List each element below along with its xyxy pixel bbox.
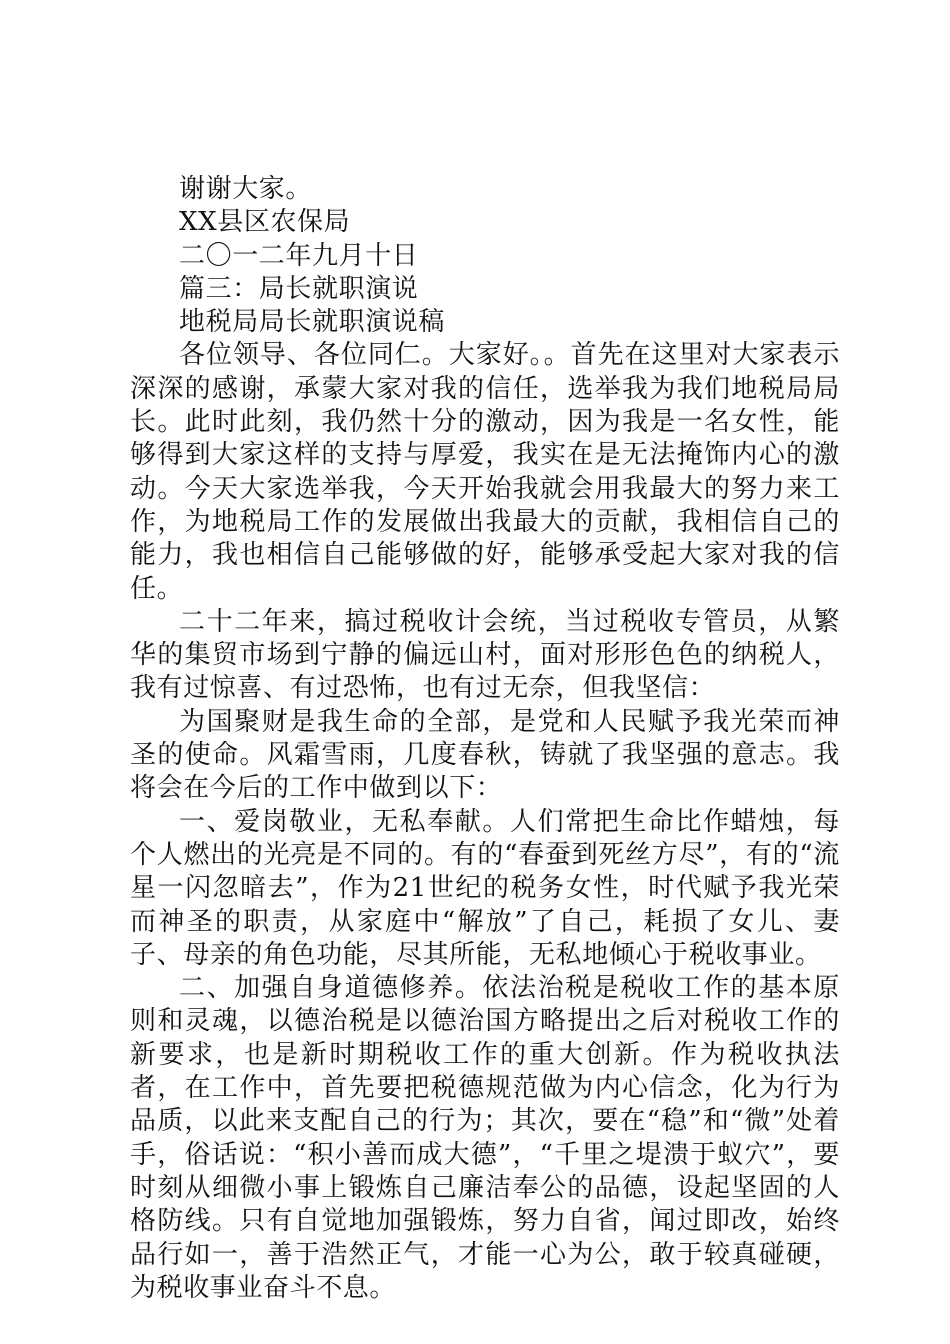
speech-title: 地税局局长就职演说稿 <box>179 307 446 338</box>
section-heading: 篇三：局长就职演说 <box>179 273 419 304</box>
closing-organization: XX县区农保局 <box>179 207 351 238</box>
closing-date: 二〇一二年九月十日 <box>179 240 419 271</box>
paragraph-greeting: 各位领导、各位同仁。大家好。。首先在这里对大家表示深深的感谢，承蒙大家对我的信任，选举我为我们地税局局长。此时此刻，我仍然十分的激动，因为我是一名女性，能够得到大家这样的支持与厚爱，我实在是无法掩饰内心的激动。今天大家选举我，今天开始我就会用我最大的努力来工作，为地税局工作的发展做出我最大的贡献，我相信自己的能力，我也相信自己能够做的好，能够承受起大家对我的信任。 <box>130 340 840 604</box>
paragraph-point-two: 二、加强自身道德修养。依法治税是税收工作的基本原则和灵魂，以德治税是以德治国方略提出之后对税收工作的新要求，也是新时期税收工作的重大创新。作为税收执法者，在工作中，首先要把税德规范做为内心信念，化为行为品质，以此来支配自己的行为；其次，要在“稳”和“微”处着手，俗话说：“积小善而成大德”，“千里之堤溃于蚁穴”，要时刻从细微小事上锻炼自己廉洁奉公的品德，设起坚固的人格防线。只有自觉地加强锻炼，努力自省，闻过即改，始终品行如一，善于浩然正气，才能一心为公，敢于较真碰硬，为税收事业奋斗不息。 <box>130 973 840 1303</box>
closing-thanks: 谢谢大家。 <box>179 174 313 204</box>
document-body <box>130 173 840 1305</box>
paragraph-mission: 为国聚财是我生命的全部，是党和人民赋予我光荣而神圣的使命。风霜雪雨，几度春秋，铸就了我坚强的意志。我将会在今后的工作中做到以下： <box>130 706 840 804</box>
paragraph-point-one: 一、爱岗敬业，无私奉献。人们常把生命比作蜡烛，每个人燃出的光亮是不同的。有的“春蚕到死丝方尽”，有的“流星一闪忽暗去”，作为21世纪的税务女性，时代赋予我光荣而神圣的职责，从家庭中“解放”了自己，耗损了女儿、妻子、母亲的角色功能，尽其所能，无私地倾心于税收事业。 <box>130 806 840 970</box>
paragraph-experience: 二十二年来，搞过税收计会统，当过税收专管员，从繁华的集贸市场到宁静的偏远山村，面对形形色色的纳税人，我有过惊喜、有过恐怖，也有过无奈，但我坚信： <box>130 606 840 704</box>
